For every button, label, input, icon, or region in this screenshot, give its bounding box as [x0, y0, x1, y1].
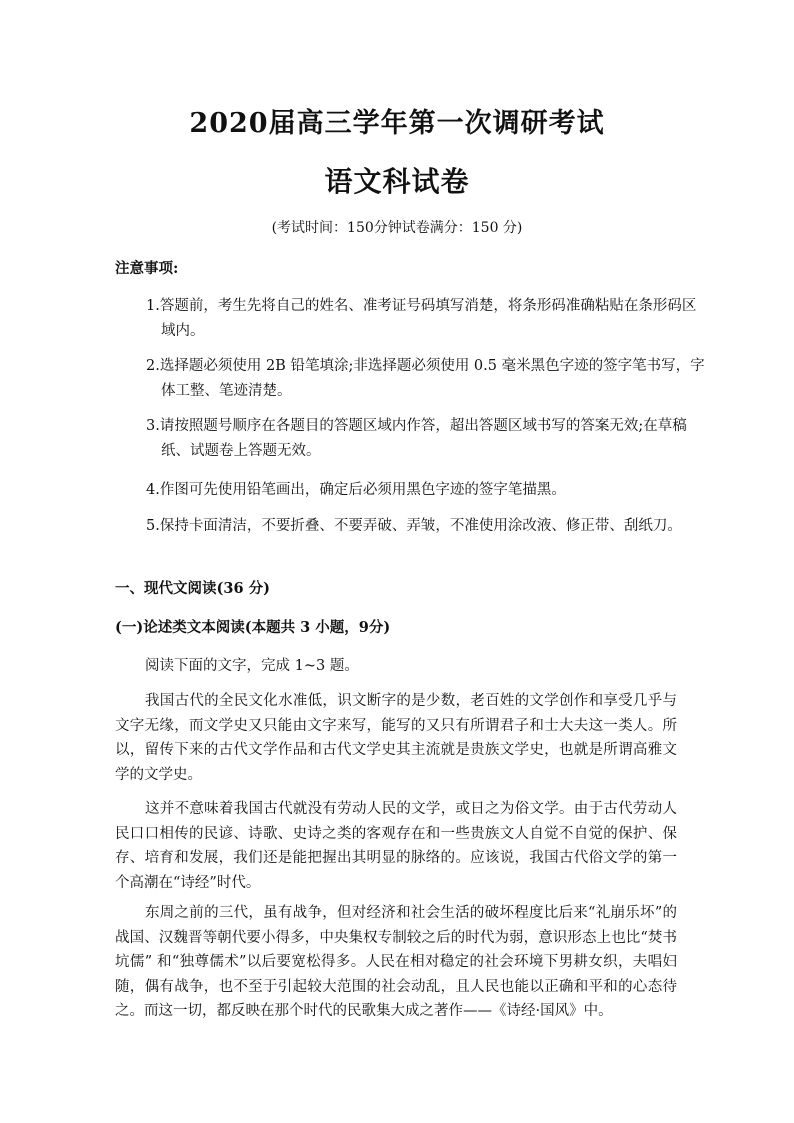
- notice-item-number: 1.: [146, 298, 160, 314]
- notice-item-number: 3.: [146, 418, 160, 434]
- notice-item: [146, 354, 706, 404]
- notice-item-text: 作图可先使用铅笔画出，确定后必须用黑色字迹的签字笔描黑。: [159, 482, 566, 498]
- notice-item-text: 请按照题号顺序在各题目的答题区域内作答，超出答题区域书写的答案无效;在草稿纸、试题卷上答题无效。: [159, 418, 687, 459]
- passage-paragraph: 我国古代的全民文化水准低，识文断字的是少数，老百姓的文学创作和享受几乎与文字无缘，而文学史又只能由文字来写，能写的又只有所谓君子和士大夫这一类人。所以，留传下来的古代文学作品和古代文学史其主流就是贵族文学史，也就是所谓高雅文学的文学史。: [115, 693, 677, 783]
- notice-heading: 注意事项:: [115, 260, 179, 277]
- notice-item-number: 5.: [146, 518, 160, 534]
- page-subtitle: 语文科试卷: [324, 165, 470, 198]
- notice-item-text: 保持卡面清洁，不要折叠、不要弄破、弄皱，不准使用涂改液、修正带、刮纸刀。: [159, 518, 682, 534]
- page-title: 2020届高三学年第一次调研考试: [189, 108, 605, 139]
- notice-item: [146, 478, 706, 503]
- section-heading: 一、现代文阅读(36 分): [115, 580, 270, 597]
- subsection-heading: (一)论述类文本阅读(本题共 3 小题，9分): [115, 619, 391, 636]
- notice-item-text: 选择题必须使用 2B 铅笔填涂;非选择题必须使用 0.5 毫米黑色字迹的签字笔书写，字体工整、笔迹清楚。: [159, 358, 705, 399]
- notice-item: [146, 414, 706, 464]
- notice-item: [146, 514, 706, 539]
- notice-item: [146, 294, 706, 344]
- reading-instruction: 阅读下面的文字，完成 1~3 题。: [145, 658, 359, 674]
- notice-item-number: 2.: [146, 358, 160, 374]
- passage-paragraph: 这并不意味着我国古代就没有劳动人民的文学，或日之为俗文学。由于古代劳动人民口口相传的民谚、诗歌、史诗之类的客观存在和一些贵族文人自觉不自觉的保护、保存、培育和发展，我们还是能把握出其明显的脉络的。应该说，我国古代俗文学的第一个高潮在“诗经”时代。: [115, 801, 677, 891]
- passage-paragraph: 东周之前的三代，虽有战争，但对经济和社会生活的破坏程度比后来“礼崩乐坏”的战国、汉魏晋等朝代要小得多，中央集权专制较之后的时代为弱，意识形态上也比“焚书坑儒” 和“独尊儒术”以后要宽松得多。人民在相对稳定的社会环境下男耕女织，夫唱妇随，偶有战争，也不至于引起较大范围的社会动乱，且人民也能以正确和平和的心态待之。而这一切，都反映在那个时代的民歌集大成之著作——《诗经·国风》中。: [115, 905, 677, 1019]
- notice-item-text: 答题前，考生先将自己的姓名、准考证号码填写消楚，将条形码准确粘贴在条形码区域内。: [159, 298, 697, 339]
- exam-info: (考试时间：150分钟试卷满分：150 分): [271, 220, 523, 236]
- notice-item-number: 4.: [146, 482, 160, 498]
